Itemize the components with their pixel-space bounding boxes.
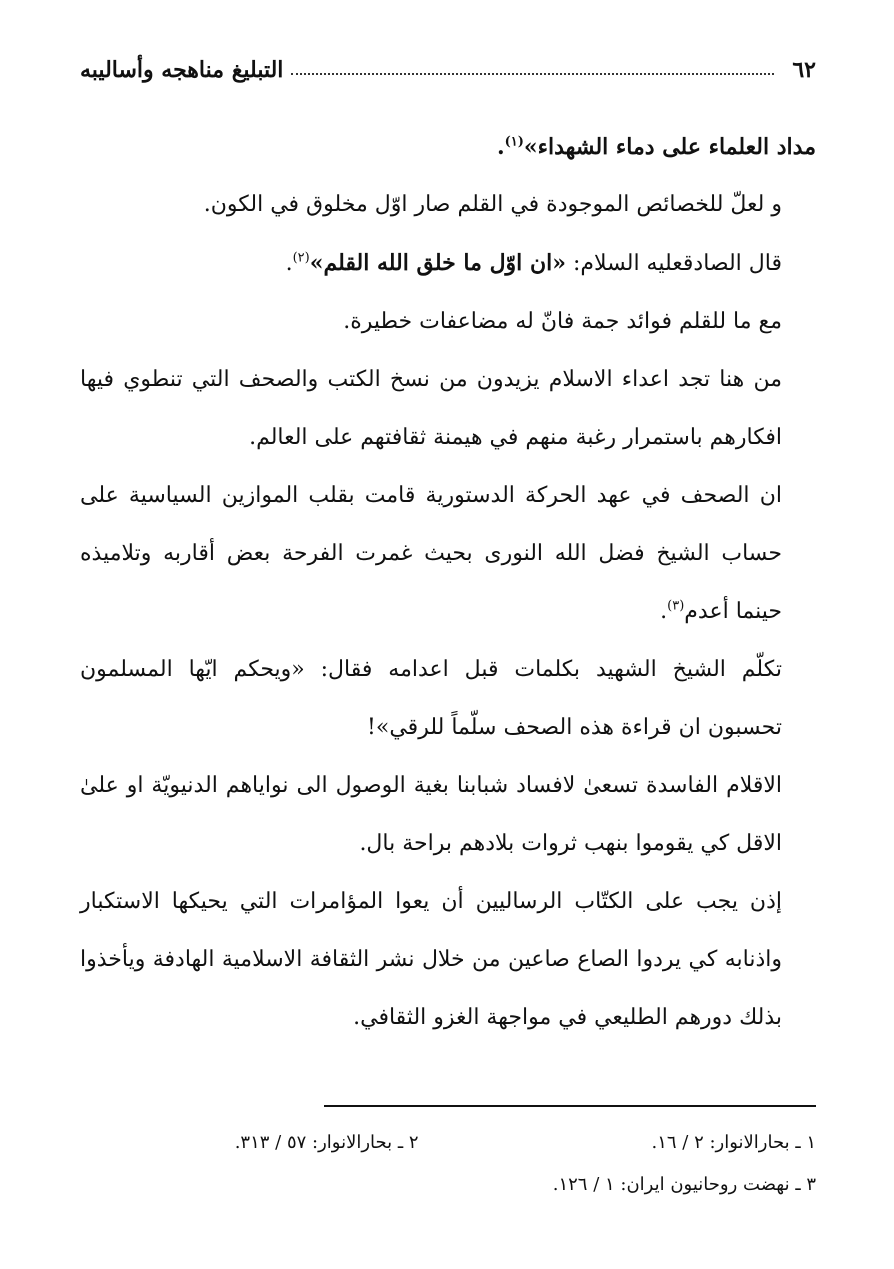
dotted-leader [291, 73, 774, 75]
page-header [80, 50, 816, 90]
footnote-3: ٣ ـ نهضت روحانيون ايران: ١ / ١٢٦. [552, 1174, 816, 1195]
page-number: ٦٢ [792, 57, 816, 83]
footnote-spacer [80, 1164, 419, 1206]
paragraph-5: من هنا تجد اعداء الاسلام يزيدون من نسخ الكتب والصحف التي تنطوي فيها افكارهم باستمرار رغبة منهم في هيمنة ثقافتهم على العالم. [80, 367, 782, 450]
punctuation: . [496, 134, 505, 160]
paragraph-text: مداد العلماء على دماء الشهداء» [523, 134, 816, 160]
paragraph-text: ان الصحف في عهد الحركة الدستورية قامت بقلب الموازين السياسية على حساب الشيخ فضل الله النورى بحيث غمرت الفرحة بعض أقاربه وتلاميذه حينما أعدم [80, 483, 782, 624]
paragraph-2: و لعلّ للخصائص الموجودة في القلم صار اوّل مخلوق في الكون. [203, 192, 782, 217]
punctuation: . [660, 599, 668, 624]
footnote-ref-2: (٢) [292, 250, 310, 266]
footnotes [80, 1122, 816, 1206]
hadith-quote: «ان اوّل ما خلق الله القلم» [309, 250, 566, 276]
footnote-row [80, 1122, 816, 1164]
footnote-ref-1: (١) [504, 134, 524, 150]
paragraph-3 [80, 234, 816, 293]
footnote-divider [324, 1105, 816, 1107]
footnote-row [80, 1164, 816, 1206]
running-title: التبليغ مناهجه وأساليبه [80, 57, 284, 83]
paragraph-1 [80, 118, 816, 176]
paragraph-7: تكلّم الشيخ الشهيد بكلمات قبل اعدامه فقال: «ويحكم ايّها المسلمون تحسبون ان قراءة هذه الصحف سلّماً للرقي»! [80, 657, 782, 740]
paragraph-4: مع ما للقلم فوائد جمة فانّ له مضاعفات خطيرة. [343, 309, 782, 334]
footnote-1: ١ ـ بحارالانوار: ٢ / ١٦. [651, 1132, 816, 1153]
quote-attribution: قال الصادقعليه السلام: [565, 251, 782, 276]
body-text [80, 118, 816, 1047]
paragraph-9: إذن يجب على الكتّاب الرساليين أن يعوا المؤامرات التي يحيكها الاستكبار واذنابه كي يردوا الصاع صاعين من خلال نشر الثقافة الاسلامية الهادفة ويأخذوا بذلك دورهم الطليعي في مواجهة الغزو الثقافي. [80, 889, 782, 1030]
paragraph-6 [80, 467, 816, 641]
paragraph-8: الاقلام الفاسدة تسعىٰ لافساد شبابنا بغية الوصول الى نواياهم الدنيويّة او علىٰ الاقل كي يقوموا بنهب ثروات بلادهم براحة بال. [80, 773, 782, 856]
punctuation: . [285, 251, 293, 276]
footnote-ref-3: (٣) [667, 598, 685, 614]
footnote-2: ٢ ـ بحارالانوار: ٥٧ / ٣١٣. [234, 1132, 419, 1153]
